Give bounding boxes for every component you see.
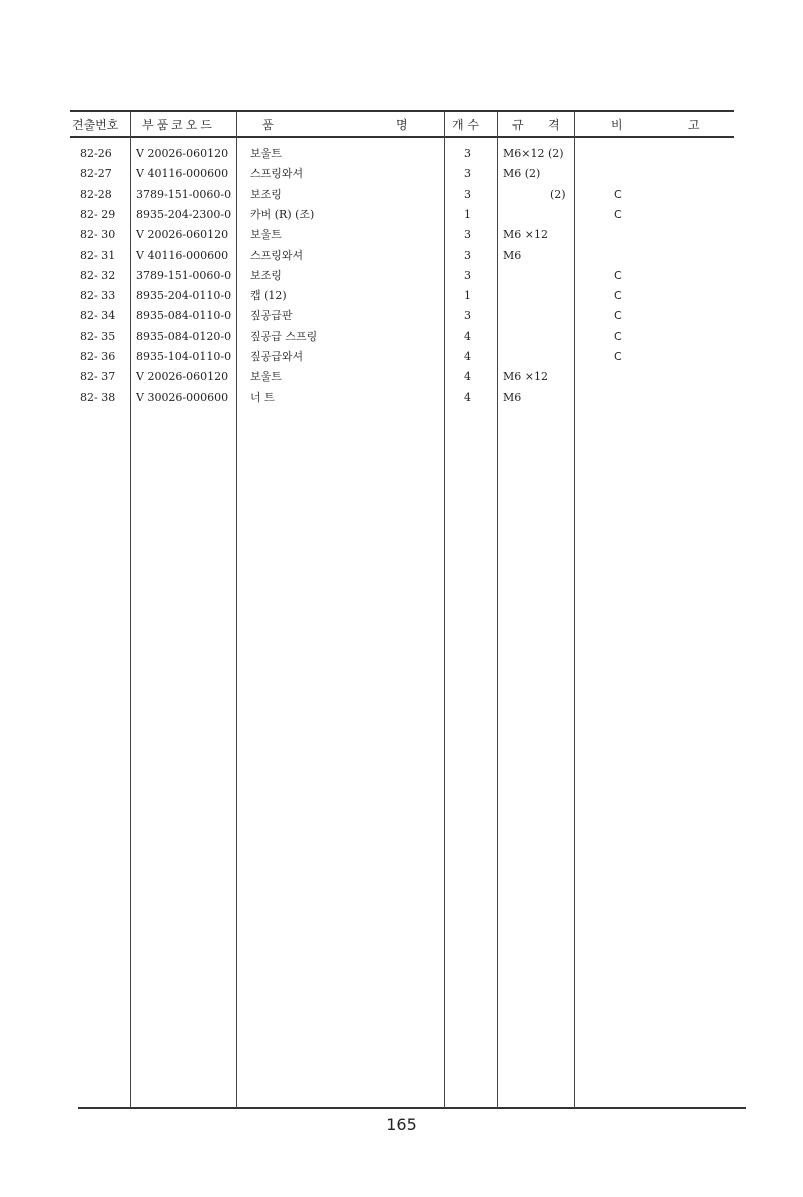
cell-spec: M6×12 (2): [503, 147, 564, 160]
header-qty: 개 수: [452, 118, 479, 132]
cell-name: 보울트: [250, 228, 282, 241]
cell-no: 82- 31: [80, 249, 116, 262]
cell-qty: 3: [464, 309, 471, 322]
cell-qty: 3: [464, 147, 471, 160]
cell-name: 보울트: [250, 147, 282, 160]
cell-remark: C: [614, 330, 622, 343]
header-spec-1: 규: [512, 118, 524, 132]
cell-code: 8935-084-0120-0: [136, 330, 232, 343]
cell-remark: C: [614, 208, 622, 221]
cell-code: 8935-204-0110-0: [136, 289, 232, 302]
header-spec-2: 격: [548, 118, 560, 132]
cell-code: V 20026-060120: [136, 147, 229, 160]
cell-qty: 1: [464, 208, 471, 221]
cell-name: 짚공급 스프링: [250, 330, 318, 343]
cell-code: V 40116-000600: [136, 167, 229, 180]
cell-code: 8935-084-0110-0: [136, 309, 232, 322]
top-rule: [70, 110, 734, 112]
cell-no: 82- 32: [80, 269, 116, 282]
cell-spec: (2): [550, 188, 566, 201]
header-remark-1: 비: [611, 118, 623, 132]
cell-code: 8935-104-0110-0: [136, 350, 232, 363]
page-number: 165: [386, 1115, 417, 1134]
cell-remark: C: [614, 309, 622, 322]
header-name-2: 명: [396, 118, 408, 132]
cell-name: 짚공급와셔: [250, 350, 304, 363]
cell-no: 82- 38: [80, 391, 116, 404]
bottom-rule: [78, 1107, 746, 1109]
header-bottom-rule: [70, 136, 734, 138]
cell-remark: C: [614, 350, 622, 363]
cell-remark: C: [614, 269, 622, 282]
header-no: 견출번호: [72, 118, 119, 132]
cell-remark: C: [614, 188, 622, 201]
cell-no: 82- 36: [80, 350, 116, 363]
cell-code: 8935-204-2300-0: [136, 208, 232, 221]
col-divider-5: [574, 112, 575, 1108]
cell-name: 보조링: [250, 269, 282, 282]
cell-qty: 3: [464, 167, 471, 180]
cell-spec: M6: [503, 391, 522, 404]
cell-no: 82- 34: [80, 309, 116, 322]
header-remark-2: 고: [688, 118, 700, 132]
cell-spec: M6 (2): [503, 167, 541, 180]
header-name-1: 품: [262, 118, 274, 132]
cell-no: 82-27: [80, 167, 112, 180]
cell-no: 82- 30: [80, 228, 116, 241]
cell-qty: 3: [464, 249, 471, 262]
cell-spec: M6 ×12: [503, 370, 548, 383]
cell-no: 82- 33: [80, 289, 116, 302]
cell-qty: 4: [464, 370, 471, 383]
cell-name: 너 트: [250, 391, 275, 404]
header-code: 부품코오드: [142, 118, 215, 132]
cell-no: 82- 35: [80, 330, 116, 343]
cell-qty: 3: [464, 269, 471, 282]
cell-qty: 1: [464, 289, 471, 302]
cell-qty: 4: [464, 350, 471, 363]
cell-name: 짚공급판: [250, 309, 293, 322]
cell-no: 82-28: [80, 188, 112, 201]
cell-code: V 40116-000600: [136, 249, 229, 262]
cell-name: 스프링와셔: [250, 167, 304, 180]
cell-code: V 20026-060120: [136, 228, 229, 241]
cell-no: 82-26: [80, 147, 112, 160]
cell-remark: C: [614, 289, 622, 302]
cell-name: 보조링: [250, 188, 282, 201]
cell-code: V 30026-000600: [136, 391, 229, 404]
cell-qty: 4: [464, 330, 471, 343]
cell-code: V 20026-060120: [136, 370, 229, 383]
cell-code: 3789-151-0060-0: [136, 188, 232, 201]
cell-name: 스프링와셔: [250, 249, 304, 262]
cell-qty: 3: [464, 188, 471, 201]
cell-no: 82- 29: [80, 208, 116, 221]
cell-name: 캡 (12): [250, 289, 287, 302]
cell-qty: 3: [464, 228, 471, 241]
col-divider-2: [236, 112, 237, 1108]
col-divider-4: [497, 112, 498, 1108]
cell-name: 카버 (R) (조): [250, 208, 315, 221]
cell-no: 82- 37: [80, 370, 116, 383]
cell-name: 보울트: [250, 370, 282, 383]
cell-code: 3789-151-0060-0: [136, 269, 232, 282]
cell-spec: M6: [503, 249, 522, 262]
cell-qty: 4: [464, 391, 471, 404]
col-divider-1: [130, 112, 131, 1108]
cell-spec: M6 ×12: [503, 228, 548, 241]
col-divider-3: [444, 112, 445, 1108]
